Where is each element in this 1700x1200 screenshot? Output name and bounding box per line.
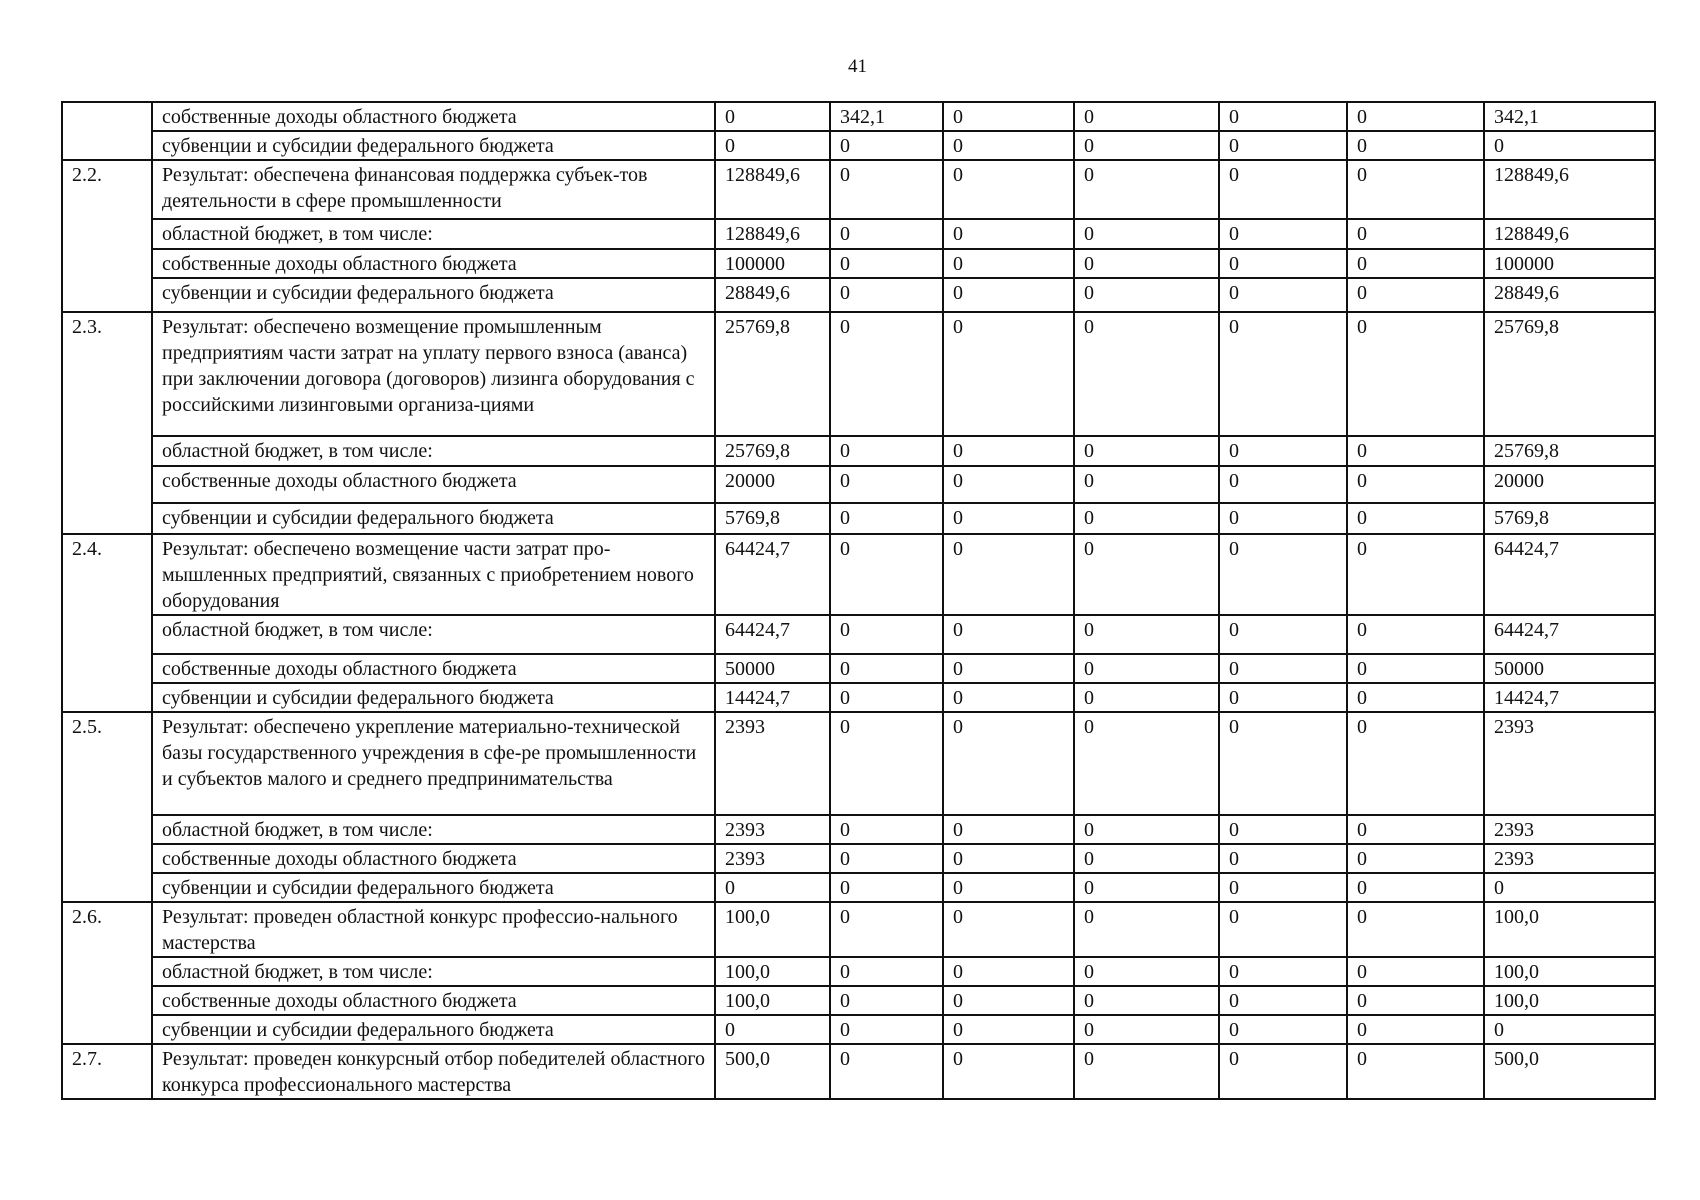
section-code-cell: 2.7. <box>62 1044 152 1099</box>
table-row <box>62 815 1655 844</box>
value-cell: 0 <box>1347 844 1484 873</box>
value-cell: 0 <box>1219 278 1347 312</box>
value-cell: 342,1 <box>830 102 943 131</box>
section-code-cell: 2.4. <box>62 534 152 712</box>
value-cell: 0 <box>1219 902 1347 957</box>
value-cell: 0 <box>715 1015 830 1044</box>
value-cell: 0 <box>1347 312 1484 436</box>
row-label: собственные доходы областного бюджета <box>152 249 715 278</box>
value-cell: 0 <box>943 249 1074 278</box>
value-cell: 0 <box>830 1015 943 1044</box>
value-cell: 0 <box>1074 615 1219 654</box>
table-row <box>62 844 1655 873</box>
section-row <box>62 902 1655 957</box>
section-code-cell: 2.2. <box>62 160 152 312</box>
value-cell: 2393 <box>1484 712 1655 815</box>
table-row <box>62 957 1655 986</box>
value-cell: 0 <box>943 654 1074 683</box>
value-cell: 2393 <box>715 844 830 873</box>
value-cell: 0 <box>1347 615 1484 654</box>
value-cell: 0 <box>1074 219 1219 249</box>
value-cell: 0 <box>943 131 1074 160</box>
value-cell: 0 <box>943 466 1074 503</box>
value-cell: 0 <box>830 466 943 503</box>
table-row <box>62 873 1655 902</box>
value-cell: 28849,6 <box>1484 278 1655 312</box>
value-cell: 0 <box>1484 1015 1655 1044</box>
value-cell: 100000 <box>715 249 830 278</box>
value-cell: 25769,8 <box>715 312 830 436</box>
value-cell: 0 <box>830 278 943 312</box>
value-cell: 0 <box>1484 131 1655 160</box>
row-label: областной бюджет, в том числе: <box>152 957 715 986</box>
value-cell: 0 <box>1347 683 1484 712</box>
value-cell: 0 <box>1347 466 1484 503</box>
section-row <box>62 712 1655 815</box>
value-cell: 0 <box>943 873 1074 902</box>
table-row <box>62 615 1655 654</box>
table-row <box>62 436 1655 466</box>
value-cell: 0 <box>1347 712 1484 815</box>
value-cell: 0 <box>1219 312 1347 436</box>
value-cell: 0 <box>943 102 1074 131</box>
value-cell: 500,0 <box>1484 1044 1655 1099</box>
value-cell: 0 <box>1347 102 1484 131</box>
value-cell: 0 <box>1347 534 1484 615</box>
value-cell: 0 <box>830 1044 943 1099</box>
section-code-cell <box>62 102 152 160</box>
row-label: собственные доходы областного бюджета <box>152 986 715 1015</box>
row-label: субвенции и субсидии федерального бюджета <box>152 873 715 902</box>
value-cell: 0 <box>1074 278 1219 312</box>
value-cell: 50000 <box>1484 654 1655 683</box>
value-cell: 0 <box>943 1015 1074 1044</box>
value-cell: 0 <box>1347 654 1484 683</box>
row-label: субвенции и субсидии федерального бюджета <box>152 503 715 534</box>
value-cell: 0 <box>830 683 943 712</box>
value-cell: 0 <box>1219 654 1347 683</box>
value-cell: 0 <box>1074 466 1219 503</box>
value-cell: 0 <box>1347 1044 1484 1099</box>
value-cell: 500,0 <box>715 1044 830 1099</box>
table-row <box>62 1015 1655 1044</box>
value-cell: 0 <box>1219 249 1347 278</box>
value-cell: 0 <box>1074 683 1219 712</box>
value-cell: 0 <box>830 712 943 815</box>
value-cell: 0 <box>1347 160 1484 219</box>
value-cell: 0 <box>943 312 1074 436</box>
value-cell: 0 <box>1219 844 1347 873</box>
budget-table-body <box>62 102 1655 1099</box>
section-code-cell: 2.6. <box>62 902 152 1044</box>
value-cell: 20000 <box>715 466 830 503</box>
value-cell: 128849,6 <box>715 219 830 249</box>
value-cell: 100,0 <box>715 957 830 986</box>
value-cell: 64424,7 <box>1484 615 1655 654</box>
value-cell: 0 <box>1074 503 1219 534</box>
value-cell: 0 <box>830 902 943 957</box>
value-cell: 0 <box>1347 873 1484 902</box>
value-cell: 0 <box>1074 986 1219 1015</box>
row-label: областной бюджет, в том числе: <box>152 436 715 466</box>
value-cell: 0 <box>1347 219 1484 249</box>
value-cell: 0 <box>1347 436 1484 466</box>
value-cell: 0 <box>1219 615 1347 654</box>
value-cell: 0 <box>943 683 1074 712</box>
row-label: Результат: обеспечено возмещение части затрат про-мышленных предприятий, связанных с приобретением нового оборудования <box>152 534 715 615</box>
value-cell: 0 <box>1347 957 1484 986</box>
value-cell: 64424,7 <box>1484 534 1655 615</box>
value-cell: 0 <box>1219 436 1347 466</box>
value-cell: 2393 <box>1484 844 1655 873</box>
row-label: субвенции и субсидии федерального бюджета <box>152 278 715 312</box>
value-cell: 0 <box>1074 534 1219 615</box>
table-row <box>62 278 1655 312</box>
value-cell: 0 <box>943 534 1074 615</box>
value-cell: 0 <box>830 312 943 436</box>
value-cell: 0 <box>830 844 943 873</box>
row-label: субвенции и субсидии федерального бюджета <box>152 1015 715 1044</box>
row-label: собственные доходы областного бюджета <box>152 844 715 873</box>
value-cell: 0 <box>830 160 943 219</box>
section-code-cell: 2.3. <box>62 312 152 534</box>
row-label: Результат: проведен конкурсный отбор победителей областного конкурса профессионального мастерства <box>152 1044 715 1099</box>
table-row <box>62 102 1655 131</box>
value-cell: 0 <box>1219 102 1347 131</box>
value-cell: 5769,8 <box>715 503 830 534</box>
value-cell: 0 <box>715 102 830 131</box>
value-cell: 50000 <box>715 654 830 683</box>
table-row <box>62 219 1655 249</box>
value-cell: 0 <box>1347 278 1484 312</box>
value-cell: 0 <box>830 986 943 1015</box>
value-cell: 128849,6 <box>1484 160 1655 219</box>
value-cell: 0 <box>1074 844 1219 873</box>
row-label: Результат: проведен областной конкурс профессио-нального мастерства <box>152 902 715 957</box>
row-label: Результат: обеспечено укрепление материально-технической базы государственного учреждения в сфе-ре промышленности и субъектов малого и среднего предпринимательства <box>152 712 715 815</box>
value-cell: 0 <box>1074 102 1219 131</box>
value-cell: 0 <box>830 503 943 534</box>
value-cell: 0 <box>715 131 830 160</box>
section-row <box>62 1044 1655 1099</box>
value-cell: 0 <box>1219 957 1347 986</box>
value-cell: 5769,8 <box>1484 503 1655 534</box>
table-row <box>62 986 1655 1015</box>
value-cell: 100,0 <box>1484 957 1655 986</box>
value-cell: 0 <box>1219 219 1347 249</box>
value-cell: 0 <box>1074 249 1219 278</box>
value-cell: 0 <box>830 957 943 986</box>
value-cell: 0 <box>1219 534 1347 615</box>
value-cell: 0 <box>830 219 943 249</box>
value-cell: 0 <box>943 844 1074 873</box>
value-cell: 0 <box>830 131 943 160</box>
value-cell: 0 <box>1219 986 1347 1015</box>
value-cell: 0 <box>943 712 1074 815</box>
value-cell: 0 <box>1347 902 1484 957</box>
value-cell: 0 <box>943 219 1074 249</box>
row-label: собственные доходы областного бюджета <box>152 102 715 131</box>
row-label: субвенции и субсидии федерального бюджета <box>152 683 715 712</box>
value-cell: 64424,7 <box>715 534 830 615</box>
value-cell: 0 <box>830 873 943 902</box>
row-label: областной бюджет, в том числе: <box>152 219 715 249</box>
table-row <box>62 503 1655 534</box>
row-label: областной бюджет, в том числе: <box>152 815 715 844</box>
section-row <box>62 534 1655 615</box>
value-cell: 0 <box>830 534 943 615</box>
value-cell: 2393 <box>715 712 830 815</box>
value-cell: 0 <box>943 1044 1074 1099</box>
value-cell: 28849,6 <box>715 278 830 312</box>
value-cell: 100,0 <box>1484 902 1655 957</box>
value-cell: 0 <box>1219 131 1347 160</box>
table-row <box>62 654 1655 683</box>
value-cell: 128849,6 <box>1484 219 1655 249</box>
value-cell: 14424,7 <box>715 683 830 712</box>
value-cell: 0 <box>1347 1015 1484 1044</box>
value-cell: 128849,6 <box>715 160 830 219</box>
value-cell: 0 <box>830 815 943 844</box>
value-cell: 0 <box>1219 712 1347 815</box>
value-cell: 342,1 <box>1484 102 1655 131</box>
value-cell: 0 <box>1074 312 1219 436</box>
value-cell: 0 <box>1074 815 1219 844</box>
value-cell: 0 <box>943 957 1074 986</box>
value-cell: 0 <box>943 902 1074 957</box>
value-cell: 0 <box>1074 957 1219 986</box>
value-cell: 14424,7 <box>1484 683 1655 712</box>
value-cell: 0 <box>1347 815 1484 844</box>
value-cell: 0 <box>1347 986 1484 1015</box>
value-cell: 0 <box>943 615 1074 654</box>
value-cell: 100000 <box>1484 249 1655 278</box>
value-cell: 0 <box>1074 873 1219 902</box>
value-cell: 20000 <box>1484 466 1655 503</box>
value-cell: 25769,8 <box>715 436 830 466</box>
value-cell: 0 <box>1074 902 1219 957</box>
row-label: Результат: обеспечено возмещение промышленным предприятиям части затрат на уплату первого взноса (аванса) при заключении договора (договоров) лизинга оборудования с российскими лизинговыми организа-циями <box>152 312 715 436</box>
section-row <box>62 160 1655 219</box>
value-cell: 0 <box>830 615 943 654</box>
value-cell: 0 <box>1074 1015 1219 1044</box>
table-row <box>62 131 1655 160</box>
section-code-cell: 2.5. <box>62 712 152 902</box>
value-cell: 0 <box>943 160 1074 219</box>
value-cell: 0 <box>1219 503 1347 534</box>
value-cell: 0 <box>1219 683 1347 712</box>
value-cell: 0 <box>1219 815 1347 844</box>
value-cell: 0 <box>1347 249 1484 278</box>
value-cell: 0 <box>715 873 830 902</box>
value-cell: 0 <box>943 986 1074 1015</box>
value-cell: 0 <box>1219 466 1347 503</box>
value-cell: 0 <box>1219 1015 1347 1044</box>
value-cell: 64424,7 <box>715 615 830 654</box>
value-cell: 0 <box>1074 654 1219 683</box>
value-cell: 25769,8 <box>1484 436 1655 466</box>
table-row <box>62 683 1655 712</box>
value-cell: 0 <box>830 654 943 683</box>
value-cell: 0 <box>1484 873 1655 902</box>
value-cell: 2393 <box>715 815 830 844</box>
value-cell: 25769,8 <box>1484 312 1655 436</box>
row-label: Результат: обеспечена финансовая поддержка субъек-тов деятельности в сфере промышленности <box>152 160 715 219</box>
value-cell: 0 <box>1074 436 1219 466</box>
value-cell: 0 <box>1074 131 1219 160</box>
value-cell: 0 <box>830 436 943 466</box>
value-cell: 0 <box>943 503 1074 534</box>
value-cell: 0 <box>1347 131 1484 160</box>
value-cell: 0 <box>1219 873 1347 902</box>
row-label: областной бюджет, в том числе: <box>152 615 715 654</box>
page-number: 41 <box>848 56 867 77</box>
section-row <box>62 312 1655 436</box>
value-cell: 0 <box>1074 712 1219 815</box>
value-cell: 0 <box>1347 503 1484 534</box>
value-cell: 100,0 <box>715 902 830 957</box>
value-cell: 2393 <box>1484 815 1655 844</box>
row-label: субвенции и субсидии федерального бюджета <box>152 131 715 160</box>
value-cell: 0 <box>943 436 1074 466</box>
value-cell: 100,0 <box>1484 986 1655 1015</box>
value-cell: 0 <box>1219 160 1347 219</box>
row-label: собственные доходы областного бюджета <box>152 654 715 683</box>
value-cell: 0 <box>1074 160 1219 219</box>
value-cell: 100,0 <box>715 986 830 1015</box>
row-label: собственные доходы областного бюджета <box>152 466 715 503</box>
value-cell: 0 <box>830 249 943 278</box>
value-cell: 0 <box>943 278 1074 312</box>
table-row <box>62 249 1655 278</box>
value-cell: 0 <box>1074 1044 1219 1099</box>
budget-table <box>61 101 1656 1100</box>
table-row <box>62 466 1655 503</box>
value-cell: 0 <box>1219 1044 1347 1099</box>
value-cell: 0 <box>943 815 1074 844</box>
